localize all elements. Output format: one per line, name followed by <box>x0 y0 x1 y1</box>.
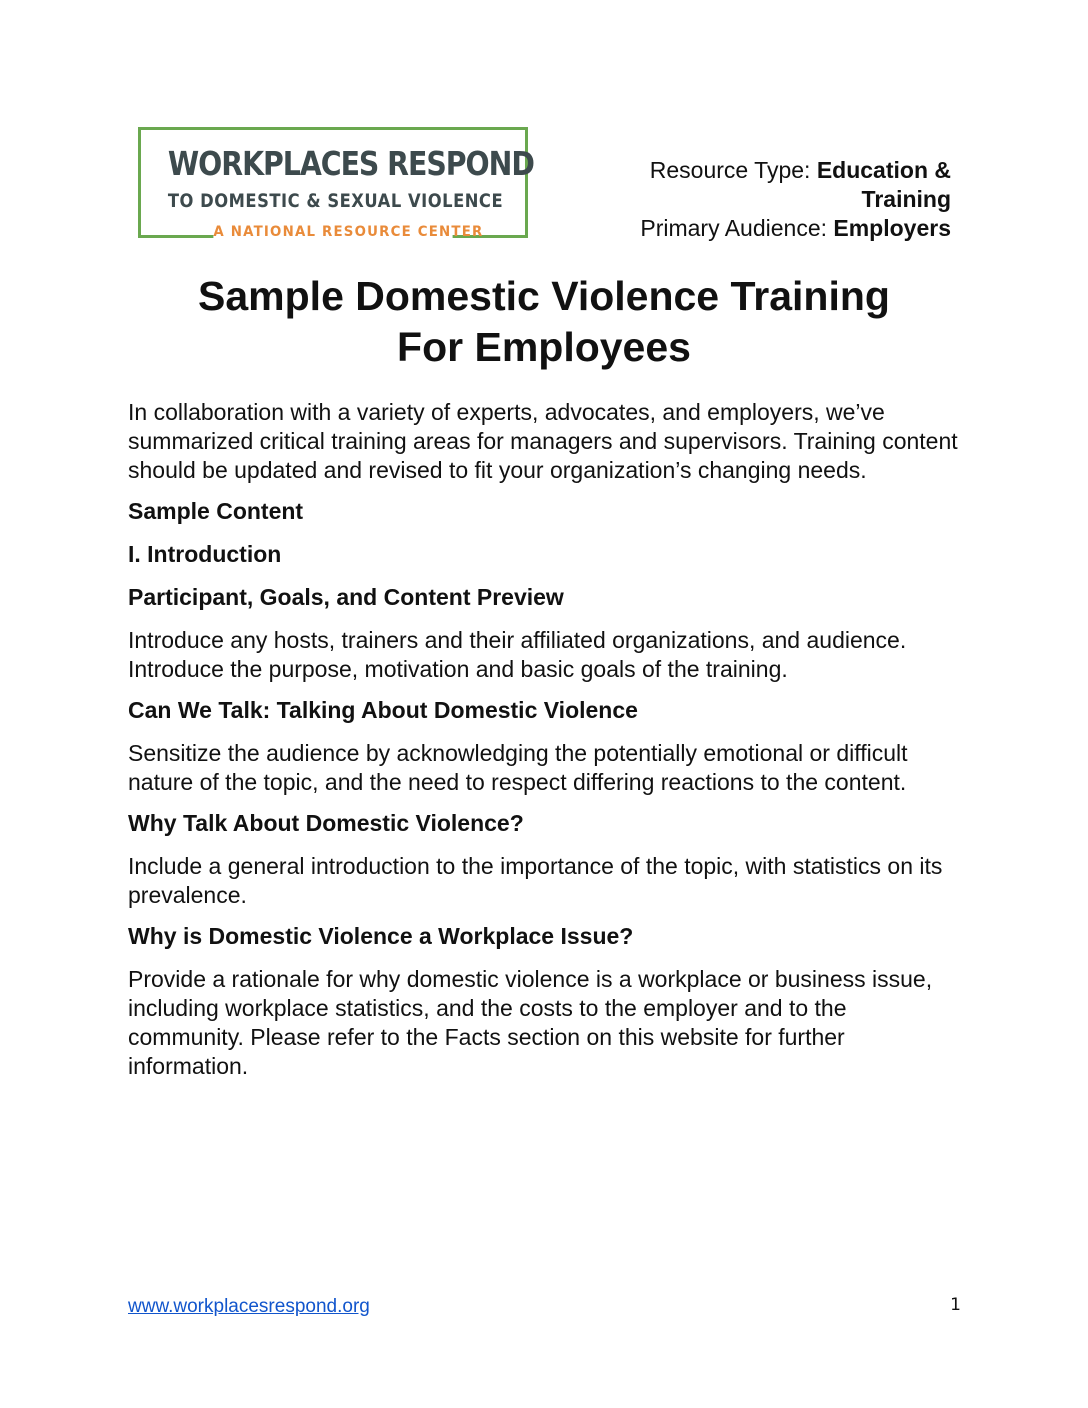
page-number: 1 <box>950 1295 961 1315</box>
title-line-2: For Employees <box>397 324 691 370</box>
organization-logo <box>138 127 534 240</box>
logo-subtitle: TO DOMESTIC & SEXUAL VIOLENCE <box>167 190 504 212</box>
audience-value: Employers <box>833 215 951 241</box>
website-link[interactable]: www.workplacesrespond.org <box>128 1296 370 1317</box>
intro-paragraph: In collaboration with a variety of experts, advocates, and employers, we’ve summarized critical training areas for managers and supervisors. Training content should be updated and revised to fit your organization’s changing needs. <box>128 399 958 483</box>
title-line-1: Sample Domestic Violence Training <box>198 273 890 319</box>
resource-type-line <box>591 156 951 214</box>
resource-meta <box>591 156 951 243</box>
section-heading-can-we-talk: Can We Talk: Talking About Domestic Violence <box>128 697 638 723</box>
section-body-workplace-issue: Provide a rationale for why domestic violence is a workplace or business issue, including workplace statistics, and the costs to the employer and to the community. Please refer to the Facts section on this website for further information. <box>128 966 933 1079</box>
section-heading-why-talk: Why Talk About Domestic Violence? <box>128 810 524 836</box>
logo-title: WORKPLACES RESPOND <box>167 144 534 183</box>
section-body-why-talk: Include a general introduction to the importance of the topic, with statistics on its prevalence. <box>128 853 943 908</box>
audience-line <box>591 214 951 243</box>
sample-content-heading: Sample Content <box>128 498 304 524</box>
document-body <box>128 398 968 1093</box>
section-body-can-we-talk: Sensitize the audience by acknowledging the potentially emotional or difficult nature of the topic, and the need to respect differing reactions to the content. <box>128 740 908 795</box>
document-title <box>100 271 988 373</box>
audience-label: Primary Audience: <box>640 215 834 241</box>
section-heading-goals: Participant, Goals, and Content Preview <box>128 584 564 610</box>
logo-tagline: A NATIONAL RESOURCE CENTER <box>213 224 484 240</box>
introduction-heading: I. Introduction <box>128 541 282 567</box>
resource-type-value: Education & Training <box>816 157 951 212</box>
section-heading-workplace-issue: Why is Domestic Violence a Workplace Issue? <box>128 923 634 949</box>
resource-type-label: Resource Type: <box>649 157 817 183</box>
section-body-goals: Introduce any hosts, trainers and their affiliated organizations, and audience. Introduce the purpose, motivation and basic goals of the training. <box>128 627 907 682</box>
